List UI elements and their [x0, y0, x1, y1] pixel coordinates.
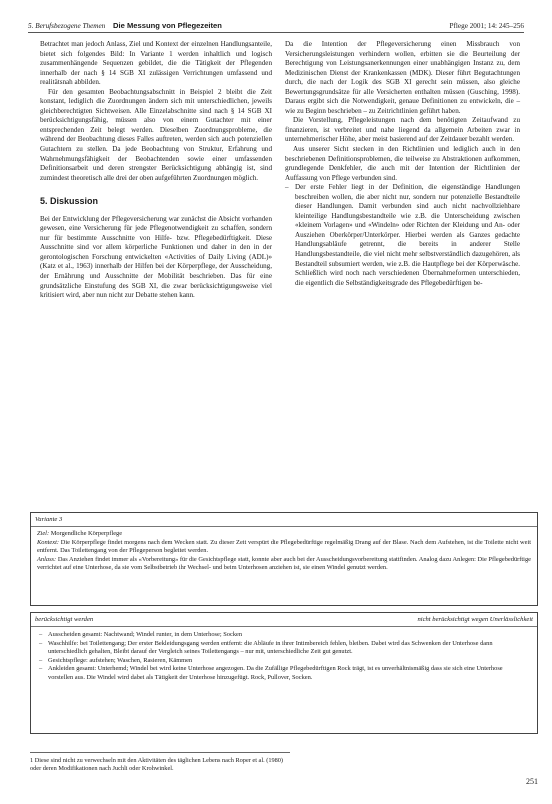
ziel-label: Ziel:: [37, 530, 50, 537]
list-item: – Gesichtspflege: aufstehen; Waschen, Rasieren, Kämmen: [39, 657, 529, 666]
kontext-text: Die Körperpflege findet morgens nach dem Wecken statt. Zu dieser Zeit verspürt die Pflegebedürftige regelmäßig Drang auf der Blase. Nach dem Aufstehen, ist die Toilette nicht weit entfernt. Das Toilettengang von der Pflegeperson begleitet werden.: [37, 538, 531, 555]
variant-box: [30, 512, 538, 606]
paragraph: Die Vorstellung, Pflegeleistungen nach dem benötigten Zeitaufwand zu finanzieren, ist verbreitet und nahe liegend da allgemein Arbeiten zwar in unternehmerischer Höhe, aber meist basierend auf der Zeitdauer bezahlt werden.: [285, 116, 520, 144]
ziel-text: Morgendliche Körperpflege: [50, 530, 123, 537]
list-item: – Ankleiden gesamt: Unterhemd; Windel bei wird keine Unterhose angezogen. Da die Zufällige Pflegebedürftigen Rock trägt, ist es unverhältnismäßig dass sie sich eine Unterhose vorstellen aus. Die Windel wird dabei als Tätigkeit der Unterhose hinzugefügt. Rock, Pullover, Socken.: [39, 665, 529, 682]
box-body: [31, 527, 537, 576]
anlass-label: Anlass:: [37, 555, 57, 563]
box-title: Variante 3: [31, 513, 537, 527]
bullet-item: – Der erste Fehler liegt in der Definition, die eigenständige Handlungen beschreiben wollen, die aber nicht nur, sondern nur potenzielle Bestandteile dieser Handlungen. Damit verbunden sind auch nicht nachvollziehbare kleinteilige Handlungsbestandteile wie z.B. die Unterscheidung zwischen «kleinem Vorlagen» und «Windeln» oder Richten der Kleidung und An- oder Ausziehen Oberkörper/Unterkörper. Hierbei werden als Ganzes gedachte Handlungsabläufe getrennt, die bereits in anderer Stelle Handlungsbestandteile, die viel nicht mehr selbstverständlich dazugehören, als Bestandteil subsumiert werden, wie z.B. die Hautpflege bei der Körperwäsche. Schließlich wird noch nach verschiedenen Übernahmeformen unterschieden, die eigentlich die Selbständigkeitsgrade des Pflegebedürftigen be-: [285, 183, 520, 288]
paragraph: Da die Intention der Pflegeversicherung einen Missbrauch von Versicherungsleistungen verhindern wollen, erbitten sie die Beurteilung der Berechtigung von Leistungsanerkennungen einer unabhängigen Instanz zu, dem Medizinischen Dienst der Krankenkassen (MDK). Dieser führt Begutachtungen durch, die nach der Logik des SGB XI gerecht sein müssen, also gleiche Bewertungsgrundsätze für alle Versicherten enthalten müssen (Gusching, 1998). Daraus ergibt sich die Notwendigkeit, genaue Definitionen zu entwickeln, die – wie zu Beginn beschrieben – zu Zeitrichtlinien geführt haben.: [285, 40, 520, 115]
paragraph: Bei der Entwicklung der Pflegeversicherung war zunächst die Absicht vorhanden gewesen, eine Versicherung für jede Pflegenotwendigkeit zu schaffen, sondern nur für bestimmte Ausschnitte von Hilfe- bzw. Pflegebedürftigkeit. Diese Ausschnitte sind vor allem körperliche Funktionen und daher in den in der gerontologischen Forschung entwickelten «Activities of Daily Living (ADL)» (Katz et al., 1963) innerhalb der Hilfen bei der Körperpflege, der Ausscheidung, der Ernährung und Ausschnitte der Mobilität beschrieben. Das für eine grundsätzliche Einstufung des SGB XI, die zwar berücksichtigungsweise viel kritisiert wird, aber nun nicht zur Debatte stehen kann.: [40, 214, 272, 300]
right-column: [285, 40, 520, 288]
header-citation: Pflege 2001; 14: 245–256: [449, 22, 524, 30]
running-header: [28, 16, 524, 33]
classification-box: [30, 612, 538, 734]
paragraph: Für den gesamten Beobachtungsabschnitt in Beispiel 2 bleibt die Zeit konstant, lediglich die Zuordnungen ändern sich mit unterschiedlichen, jeweils gleichberechtigten Sichtweisen. Alle Einzelabschnitte sind nach § 14 SGB XI berücksichtigungsfähig, müssen also von einem Gutachter mit einer entsprechenden Zeit belegt werden. Dieselben Zuordnungsprobleme, die während der Beobachtung dieses Falles auftreten, werden sich auch potenziellen Gutachtern zu stellen. Da jede Beobachtung von Struktur, Erfahrung und Wahrnehmungsfähigkeit der Beobachtenden sowie einer umfassenden Definitionsarbeit und deren strengster Berücksichtigung abhängig ist, sind zumindest theoretisch alle drei der oben aufgeführten Zuordnungen möglich.: [40, 87, 272, 182]
footnote: 1 Diese sind nicht zu verwechseln mit den Aktivitäten des täglichen Lebens nach Roper et al. (1980) oder deren Modifikationen nach Juchli oder Krohwinkel.: [30, 752, 290, 773]
box-header-row: [31, 613, 537, 627]
kontext-label: Kontext:: [37, 538, 60, 546]
list-item: – Waschhilfe: bei Toilettengang; Der erster Bekleidungsgang werden entfernt: die Abläufe in ihrer Intimbereich fehlen, bleiben. Dabei wird das Schwenken der Unterhose dann unterschiedlich gehalten, Bleibt darauf der Vergleich seines Toilettengangs – nur mit, unterschiedliche Zeit gut genutzt.: [39, 640, 529, 657]
item-list: [31, 627, 537, 683]
not-considered-title: nicht berücksichtigt wegen Unerlässlichkeit: [417, 616, 533, 623]
anlass-text: Das Anziehen findet immer als «Vorbereitung» für die Gesichtspflege statt, konnte aber auch bei der Ausscheidungsvorbereitung stattfinden. Analog dazu Anlegen: Die Pflegebedürftige verrichtet auf eine Unterhose, da sie vom Selbstbetrieb ihr Wechsel- und beim Unterhosen anziehen ist, sie einen Windel genutzt werden.: [37, 555, 531, 572]
paragraph: Aus unserer Sicht stecken in den Richtlinien und lediglich auch in den beschriebenen Definitionsproblemen, die teilweise zu Abstraktionen aufkommen, grundlegende Denkfehler, die auch mit der Intention der Richtlinien der Auffassung von Pflege verbunden sind.: [285, 145, 520, 182]
header-title: Die Messung von Pflegezeiten: [113, 21, 222, 30]
header-left: [28, 21, 222, 30]
section-heading: 5. Diskussion: [40, 196, 99, 207]
considered-title: berücksichtigt werden: [35, 616, 94, 623]
list-item: – Ausscheiden gesamt: Nachtwand; Windel runter, in dem Unterhose; Socken: [39, 631, 529, 640]
header-section: 5. Berufsbezogene Themen: [28, 22, 106, 30]
page-number: 251: [526, 777, 538, 786]
paragraph: Betrachtet man jedoch Anlass, Ziel und Kontext der einzelnen Handlungsanteile, bietet sich folgendes Bild: In Variante 1 werden inhaltlich und logisch zusammenhängende Sequenzen gebildet, die die Tätigkeit der Pflegenden innerhalb der nach § 14 SGB XI zulässigen Verrichtungen umfassend und realitätsnah abbilden.: [40, 40, 272, 87]
left-column: [40, 40, 272, 301]
